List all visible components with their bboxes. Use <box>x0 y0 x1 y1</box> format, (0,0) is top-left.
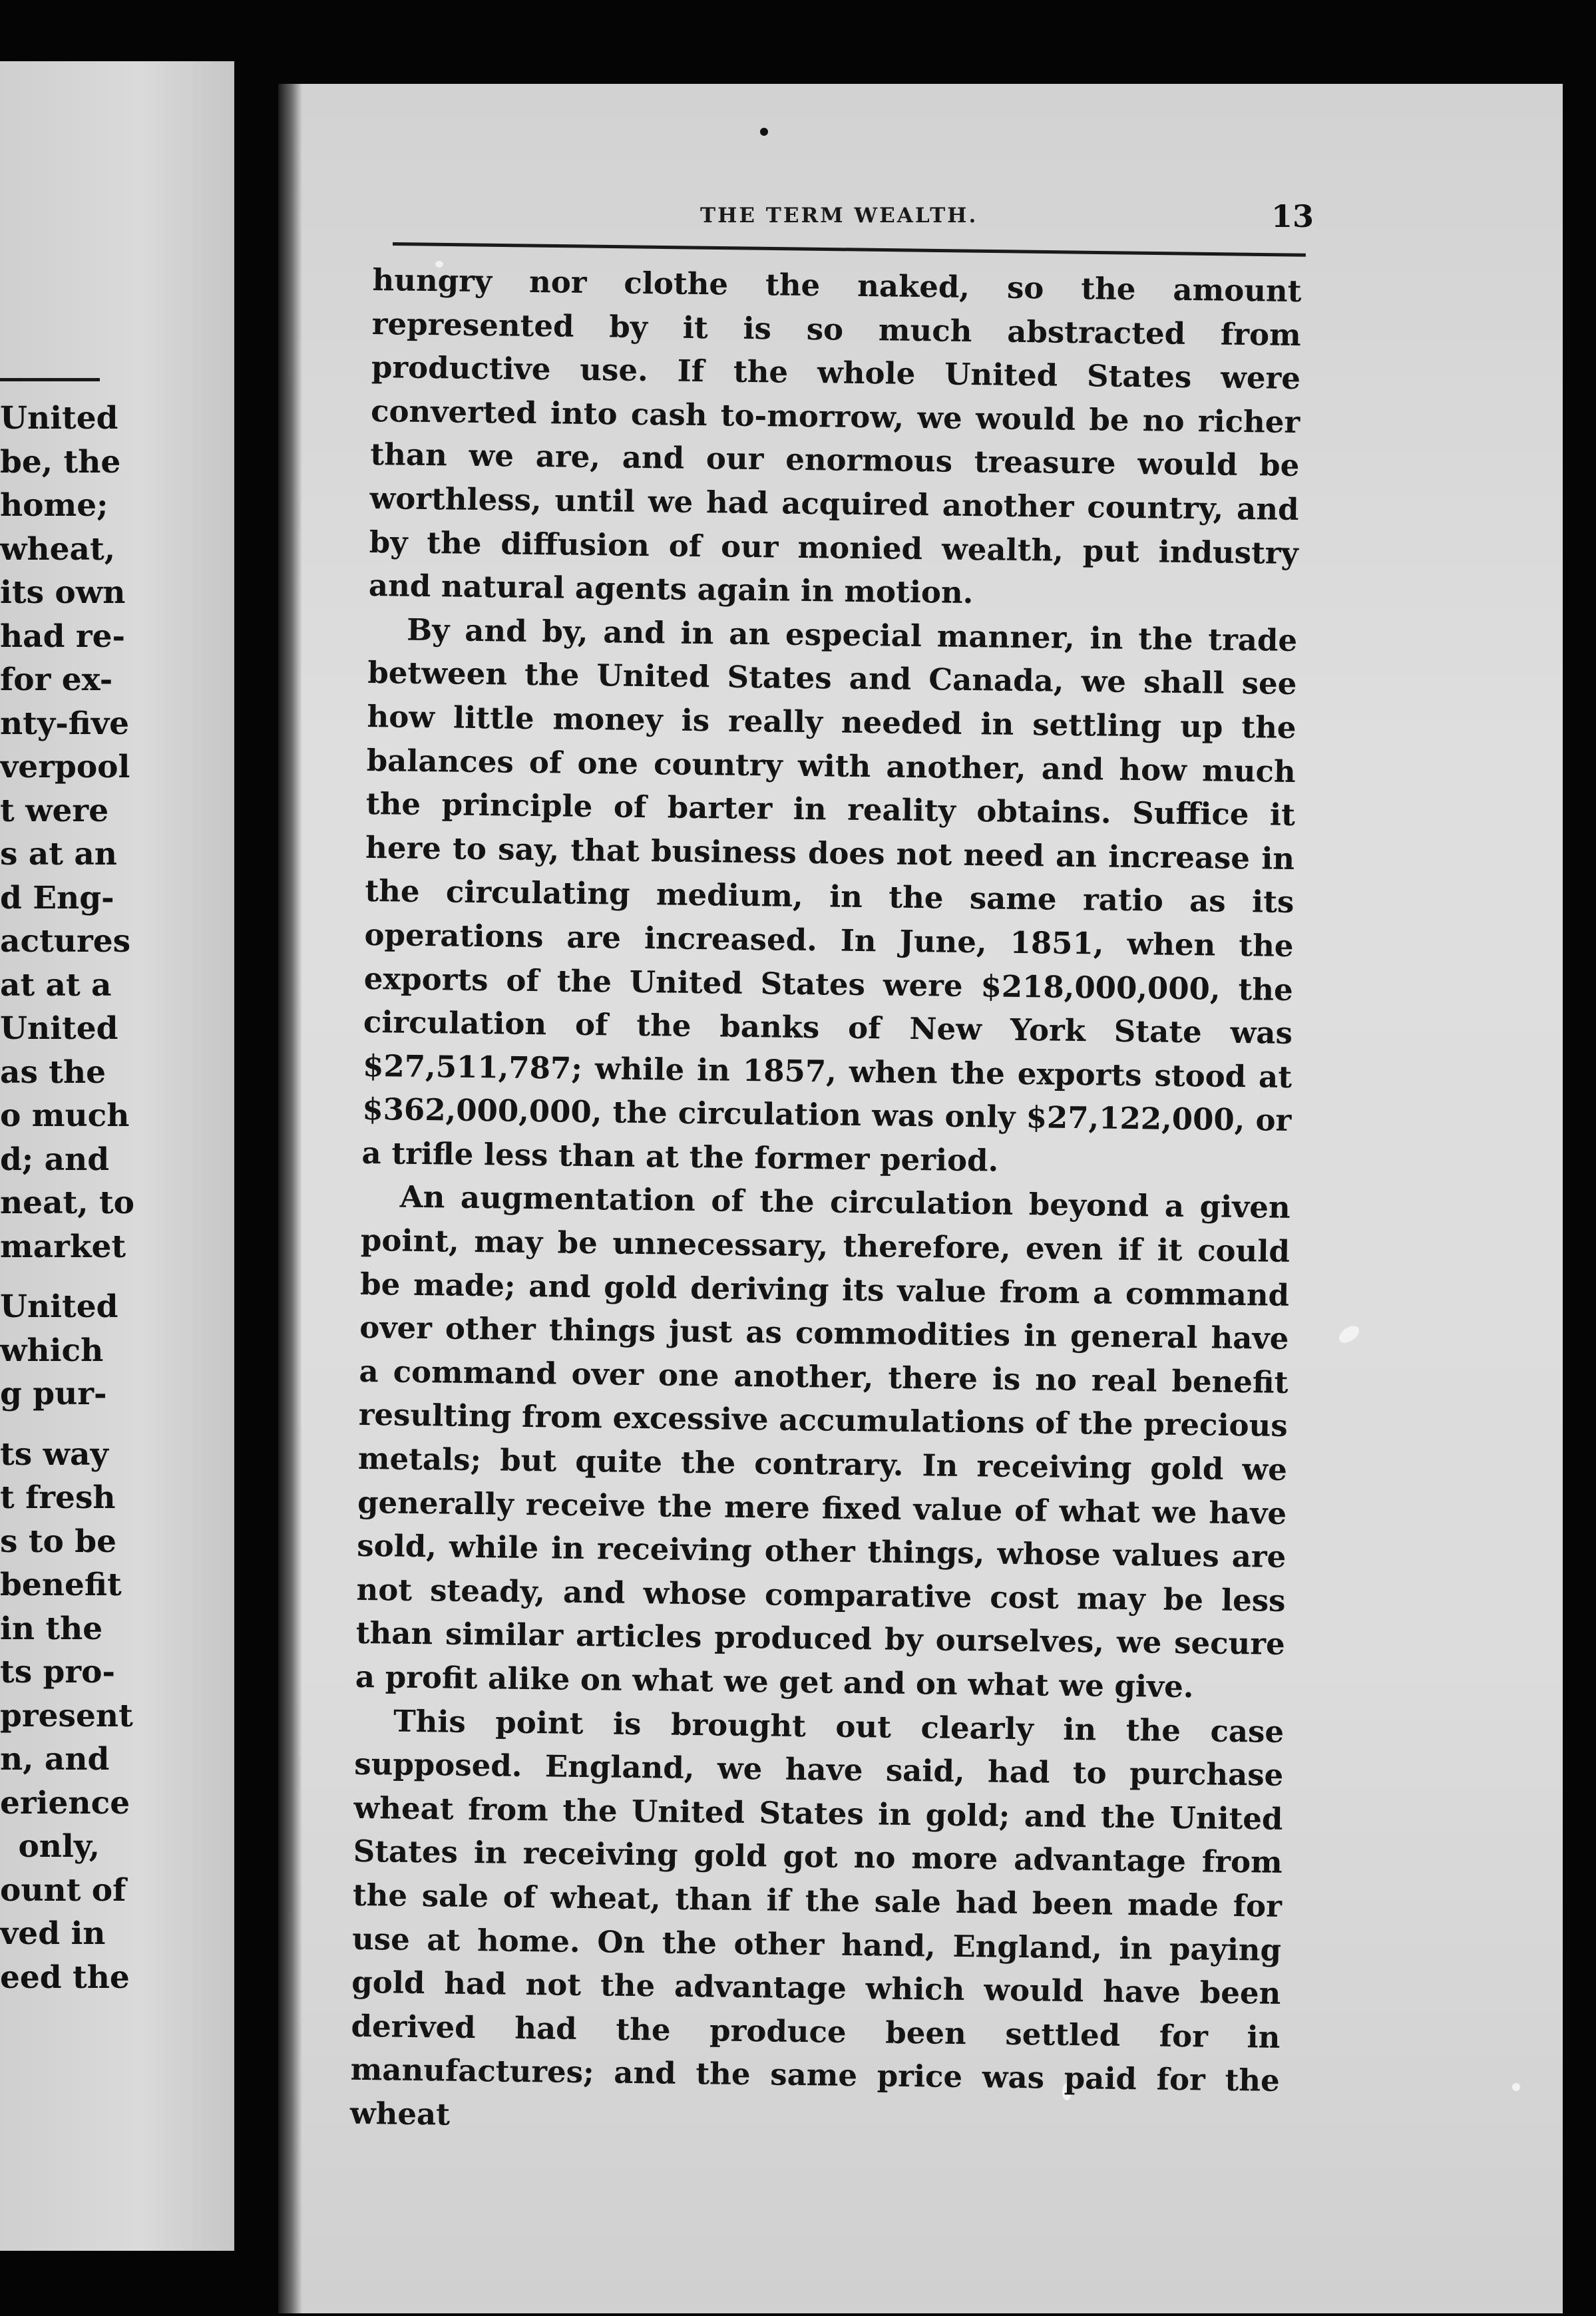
left-line: ount of <box>0 1871 126 1909</box>
left-line: United <box>0 400 118 437</box>
left-line: ved in <box>0 1915 106 1952</box>
left-line: market <box>0 1228 126 1265</box>
left-line: ts pro- <box>0 1654 116 1690</box>
left-line: for ex- <box>0 662 113 698</box>
left-line: o much <box>0 1097 130 1134</box>
left-line: t fresh <box>0 1479 116 1516</box>
left-line: actures <box>0 923 131 960</box>
left-line: United <box>0 1288 118 1325</box>
left-line: s to be <box>0 1523 117 1560</box>
left-line: present <box>0 1697 133 1734</box>
left-line: g pur- <box>0 1376 107 1412</box>
left-line: neat, to <box>0 1185 135 1221</box>
left-line: had re- <box>0 618 126 655</box>
left-line: d Eng- <box>0 879 114 916</box>
left-line: its own <box>0 574 126 611</box>
left-line: erience <box>0 1784 130 1822</box>
left-page-rule <box>0 378 100 381</box>
left-line: benefit <box>0 1567 122 1603</box>
left-line: be, the <box>0 443 121 481</box>
ink-dot <box>760 128 768 136</box>
spine-shadow <box>278 84 302 2313</box>
left-line: d; and <box>0 1141 110 1178</box>
left-line: eed the <box>0 1959 130 1996</box>
body-text <box>350 258 1302 2146</box>
left-line: in the <box>0 1610 103 1647</box>
left-page-text <box>0 397 135 1999</box>
left-line: home; <box>0 487 108 524</box>
left-line: wheat, <box>0 530 116 568</box>
paragraph: An augmentation of the circulation beyond a given point, may be unnecessary, therefore, even if it could be made; and gold deriving its value from a command over other things just as commodities in general have a command over one another, there is no real benefit resulting from excessive accumulations of the precious metals; but quite the contrary. In receiving gold we generally receive the mere fixed value of what we have sold, while in receiving other things, whose values are not steady, and whose comparative cost may be less than similar articles produced by ourselves, we secure a profit alike on what we get and on what we give. <box>355 1179 1291 1705</box>
left-line-gap <box>0 1268 100 1285</box>
paper-speck <box>1512 2083 1520 2091</box>
left-line: n, and <box>0 1741 110 1778</box>
left-line: as the <box>0 1054 106 1091</box>
paragraph: This point is brought out clearly in the case supposed. England, we have said, had to purchase wheat from the United States in gold; and the United States in receiving gold got no more advantage from the sale of wheat, than if the sale had been made for use at home. On the other hand, England, in paying gold had not the advantage which would have been derived had the produce been settled for in manufactures; and the same price was paid for the wheat <box>349 1703 1285 2132</box>
page-number: 13 <box>1271 198 1314 234</box>
left-line: only, <box>18 1828 100 1865</box>
paragraph: hungry nor clothe the naked, so the amount represented by it is so much abstracted from productive use. If the whole United States were converted into cash to-morrow, we would be no richer than we are, and our enormous treasure would be worthless, until we had acquired another country, and by the diffusion of our monied wealth, put industry and natural agents again in motion. <box>368 262 1302 611</box>
left-line: verpool <box>0 749 130 785</box>
left-line: nty-five <box>0 705 130 742</box>
left-page <box>0 61 234 2251</box>
paragraph: By and by, and in an especial manner, in the trade between the United States and Canada, we shall see how little money is really needed in settling up the balances of one country with another, and how much the principle of barter in reality obtains. Suffice it here to say, that business does not need an increase in the circulating medium, in the same ratio as its operations are increased. In June, 1851, when the exports of the United States were $218,000,000, the circulation of the banks of New York State was $27,511,787; while in 1857, when the exports stood at $362,000,000, the circulation was only $27,122,000, or a trifle less than at the former period. <box>361 612 1298 1179</box>
left-line: which <box>0 1332 104 1369</box>
running-head: THE TERM WEALTH. <box>700 204 978 228</box>
left-line: t were <box>0 792 109 829</box>
left-line-gap <box>0 1416 100 1433</box>
left-line: at at a <box>0 966 112 1004</box>
left-line: s at an <box>0 836 117 872</box>
left-line: United <box>0 1010 118 1047</box>
left-line: ts way <box>0 1436 108 1473</box>
